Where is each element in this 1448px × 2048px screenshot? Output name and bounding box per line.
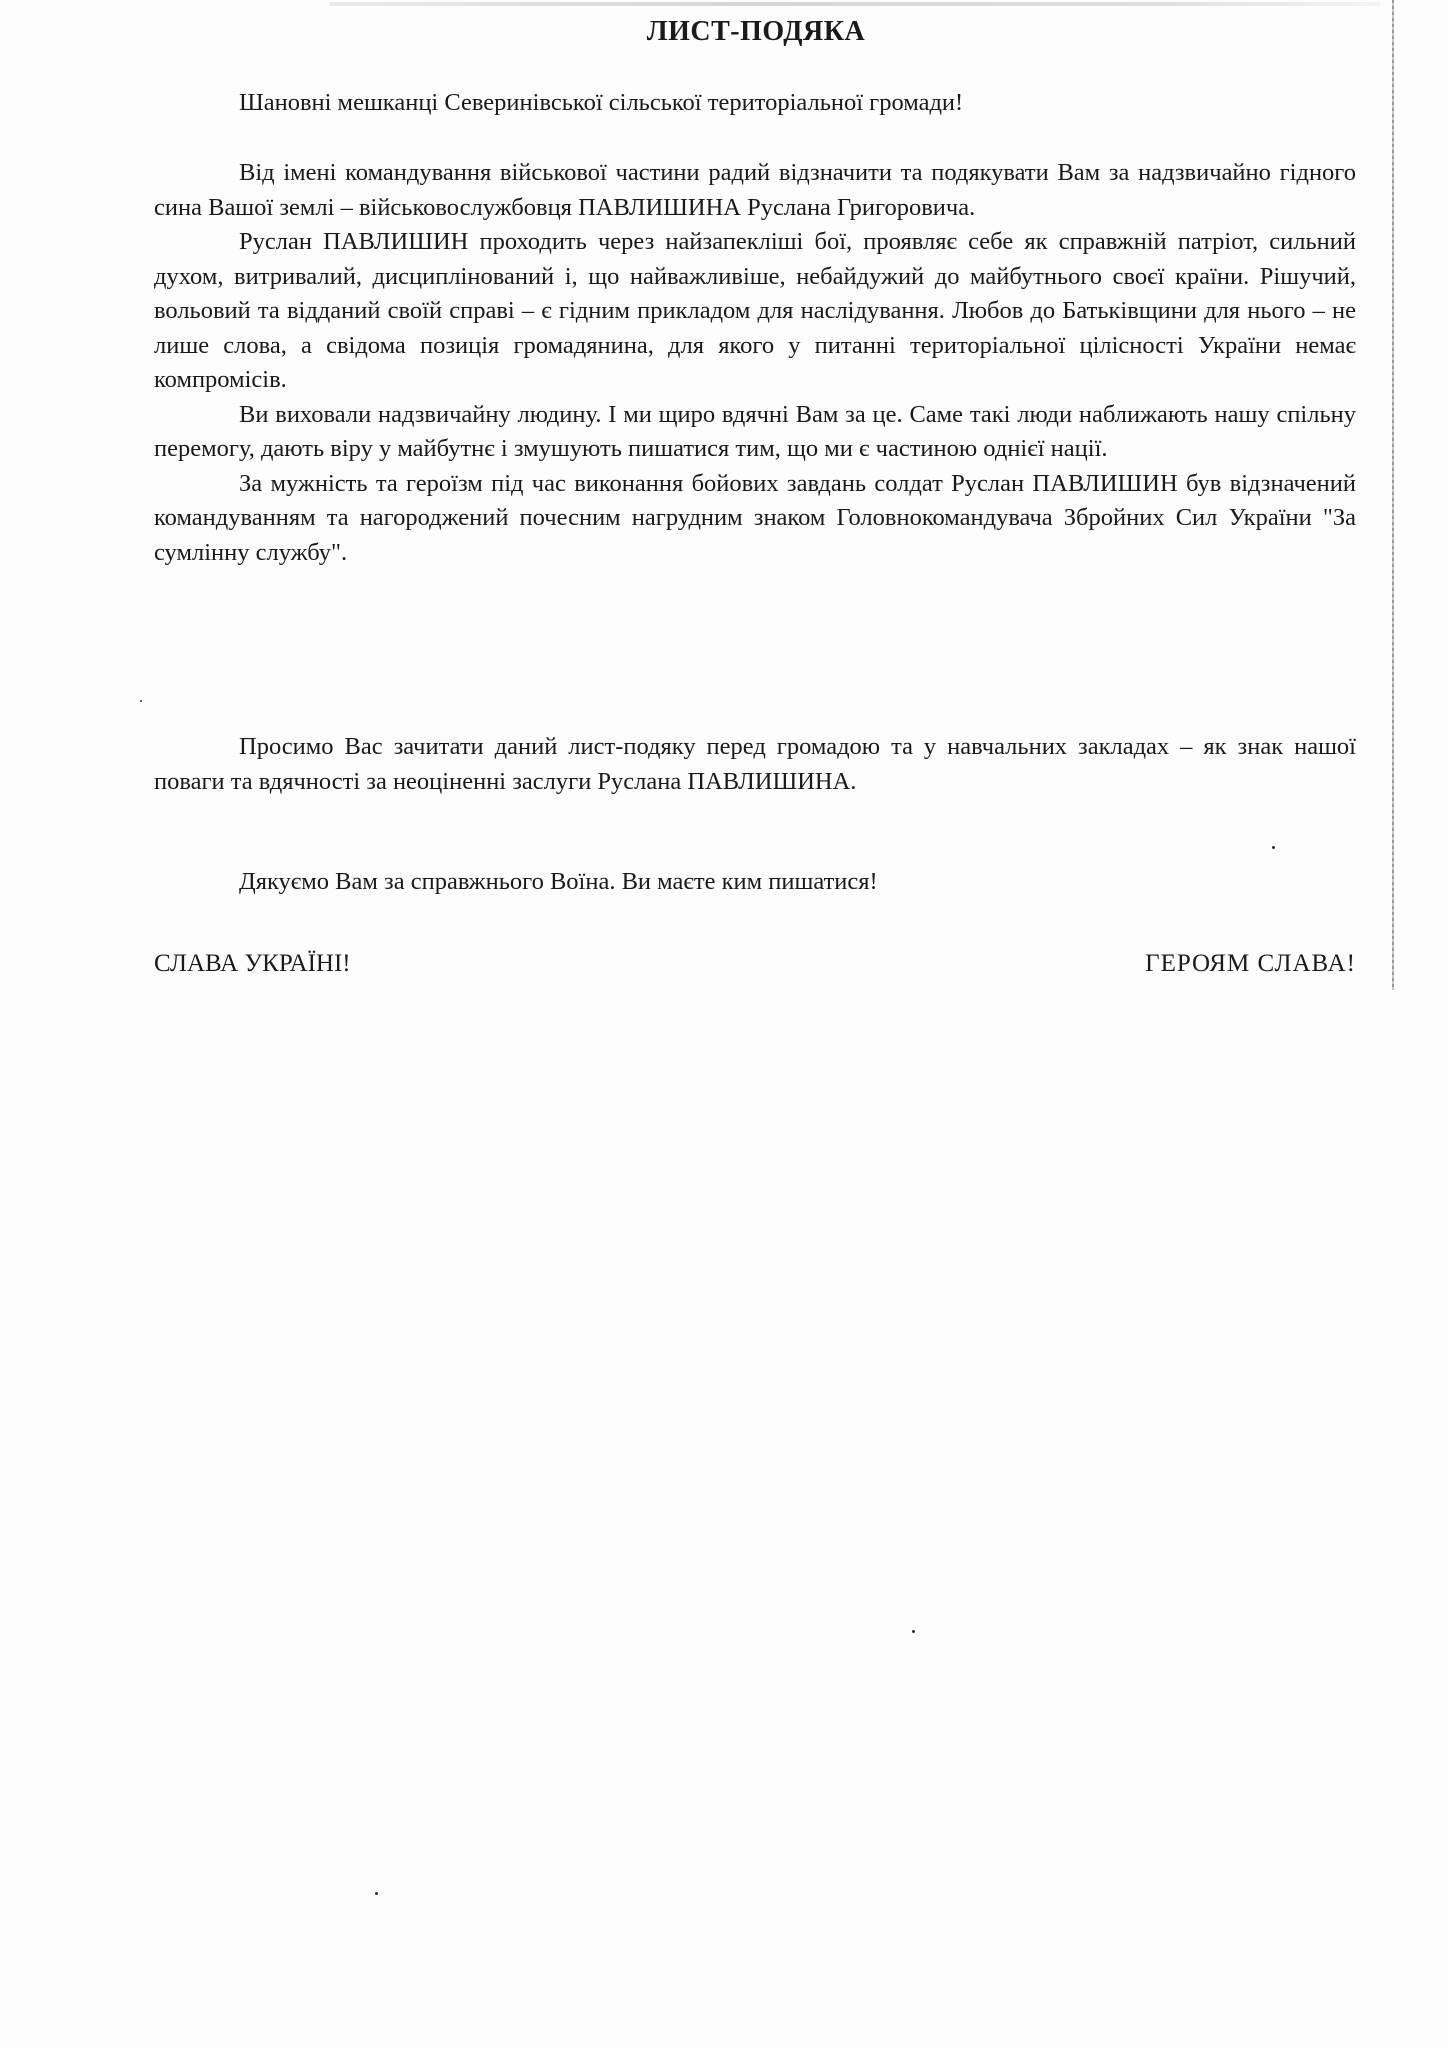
letter-thanks: [154, 865, 1356, 900]
letter-greeting: [154, 86, 1356, 121]
greeting-text: Шановні мешканці Северинівської сільської територіальної громади!: [239, 89, 964, 116]
body-paragraph: Від імені командування військової частини радий відзначити та подякувати Вам за надзвичайно гідного сина Вашої землі – військовослужбовця ПАВЛИШИНА Руслана Григоровича.: [154, 159, 1356, 221]
closing-slogans: [154, 950, 1356, 990]
slogan-glory-ukraine: СЛАВА УКРАЇНІ!: [154, 950, 351, 977]
scan-speck: [1272, 846, 1275, 849]
scan-speck: [140, 700, 142, 702]
body-paragraph: За мужність та героїзм під час виконання бойових завдань солдат Руслан ПАВЛИШИН був відзначений командуванням та нагороджений почесним нагрудним знаком Головнокомандувача Збройних Сил України "За сумлінну службу".: [154, 469, 1356, 566]
scan-page-border: [1392, 0, 1394, 990]
scan-edge-artifact: [330, 2, 1380, 6]
body-paragraph: Ви виховали надзвичайну людину. І ми щиро вдячні Вам за це. Саме такі люди наближають нашу спільну перемогу, дають віру у майбутнє і змушують пишатися тим, що ми є частиною однієї нації.: [154, 400, 1356, 462]
slogan-glory-heroes: ГЕРОЯМ СЛАВА!: [1145, 950, 1356, 977]
body-paragraph: Руслан ПАВЛИШИН проходить через найзапекліші бої, проявляє себе як справжній патріот, сильний духом, витривалий, дисциплінований і, що найважливіше, небайдужий до майбутнього своєї країни. Рішучий, вольовий та відданий своїй справі – є гідним прикладом для наслідування. Любов до Батьківщини для нього – не лише слова, а свідома позиція громадянина, для якого у питанні територіальної цілісності України немає компромісів.: [154, 228, 1356, 393]
scan-speck: [912, 1630, 915, 1633]
request-paragraph: Просимо Вас зачитати даний лист-подяку перед громадою та у навчальних закладах – як знак нашої поваги та вдячності за неоціненні заслуги Руслана ПАВЛИШИНА.: [154, 733, 1356, 795]
letter-body: [154, 156, 1356, 570]
thanks-paragraph: Дякуємо Вам за справжнього Воїна. Ви маєте ким пишатися!: [239, 868, 878, 895]
letter-title: ЛИСТ-ПОДЯКА: [646, 16, 866, 47]
letter-request: [154, 730, 1356, 799]
scan-speck: [375, 1892, 378, 1895]
